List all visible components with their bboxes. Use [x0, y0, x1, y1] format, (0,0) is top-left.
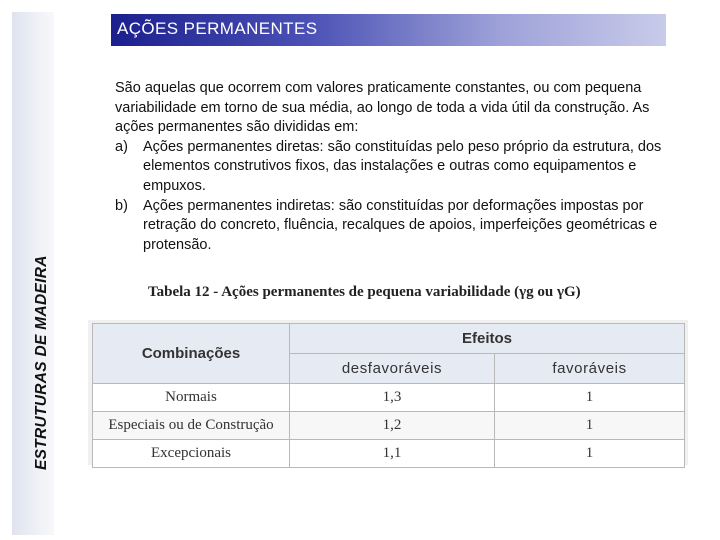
cell-combination: Normais	[93, 384, 290, 412]
intro-paragraph: São aquelas que ocorrem com valores praticamente constantes, ou com pequena variabilidade em torno de sua média, ao longo de toda a vida útil da construção. As ações permanentes são divididas em:	[115, 80, 650, 136]
table-caption: Tabela 12 - Ações permanentes de pequena variabilidade (γg ou γG)	[148, 284, 581, 300]
cell-favorable: 1	[495, 384, 685, 412]
header-unfavorable: desfavoráveis	[290, 354, 495, 384]
content-body	[115, 79, 675, 255]
cell-combination: Especiais ou de Construção	[93, 412, 290, 440]
list-item	[115, 197, 675, 256]
table-row	[93, 412, 685, 440]
table-row	[93, 440, 685, 468]
list-item-text: Ações permanentes diretas: são constituídas pelo peso próprio da estrutura, dos elementos construtivos fixos, das instalações e outras como equipamentos e empuxos.	[143, 138, 662, 194]
action-types-list	[115, 138, 675, 256]
list-marker: b)	[115, 197, 128, 214]
list-item	[115, 138, 675, 197]
header-favorable: favoráveis	[495, 354, 685, 384]
cell-favorable: 1	[495, 440, 685, 468]
sidebar-title: ESTRUTURAS DE MADEIRA	[33, 255, 50, 470]
table-image	[88, 320, 688, 465]
cell-unfavorable: 1,2	[290, 412, 495, 440]
cell-favorable: 1	[495, 412, 685, 440]
cell-combination: Excepcionais	[93, 440, 290, 468]
list-marker: a)	[115, 138, 128, 155]
title-bar	[111, 14, 666, 46]
header-combinations: Combinações	[93, 324, 290, 384]
list-item-text: Ações permanentes indiretas: são constituídas por deformações impostas por retração do concreto, fluência, recalques de apoios, imperfeições geométricas e protensão.	[143, 197, 658, 253]
page-title: AÇÕES PERMANENTES	[117, 19, 318, 38]
table-row	[93, 384, 685, 412]
combinations-table	[92, 323, 685, 468]
cell-unfavorable: 1,3	[290, 384, 495, 412]
cell-unfavorable: 1,1	[290, 440, 495, 468]
header-effects: Efeitos	[290, 324, 685, 354]
